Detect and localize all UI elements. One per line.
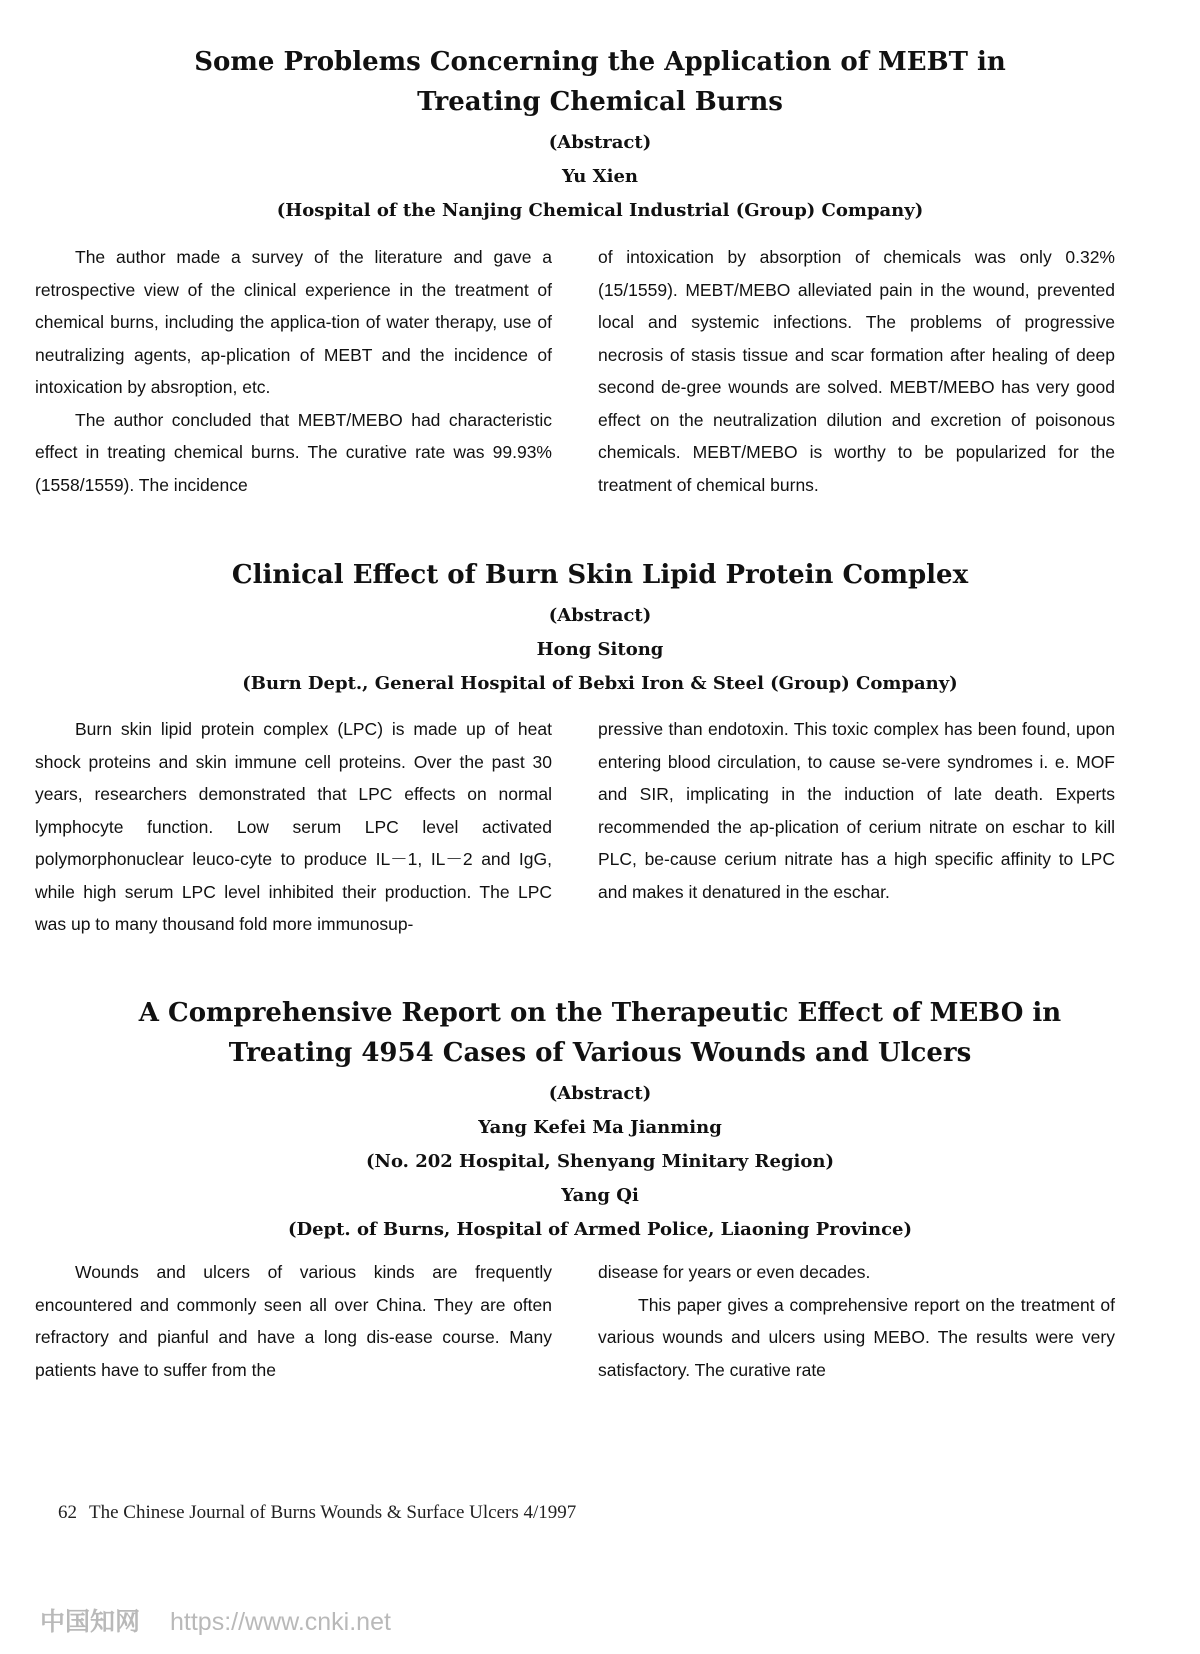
article-3-header (0, 993, 1200, 1243)
left-column (35, 241, 552, 501)
paragraph: Wounds and ulcers of various kinds are frequently encountered and commonly seen all over China. They are often refractory and pianful and have a long dis-ease course. Many patients have to suffer from the (35, 1262, 552, 1380)
left-column (35, 713, 552, 941)
paragraph: This paper gives a comprehensive report on the treatment of various wounds and ulcers using MEBO. The results were very satisfactory. The curative rate (598, 1294, 1115, 1380)
cnki-watermark (40, 1602, 391, 1638)
article-3-author: Yang Qi (561, 1185, 639, 1206)
paragraph: of intoxication by absorption of chemicals was only 0.32% (15/1559). MEBT/MEBO alleviated pain in the wound, prevented local and systemic infections. The problems of progressive necrosis of stasis tissue and scar formation after healing of deep second de-gree wounds are solved. MEBT/MEBO has very good effect on the neutralization dilution and excretion of poisonous chemicals. MEBT/MEBO is worthy to be popularized for the treatment of chemical burns. (598, 247, 1115, 495)
article-3-label: (Abstract) (548, 1083, 652, 1104)
paragraph: pressive than endotoxin. This toxic complex has been found, upon entering blood circulation, to cause se-vere syndromes i. e. MOF and SIR, implicating in the induction of late death. Experts recommended the ap-plication of cerium nitrate on eschar to kill PLC, be-cause cerium nitrate has a high specific affinity to LPC and makes it denatured in the eschar. (598, 719, 1115, 902)
watermark-brand: 中国知网 (40, 1608, 141, 1636)
article-2-affiliation: (Burn Dept., General Hospital of Bebxi Iron & Steel (Group) Company) (242, 673, 958, 694)
title-line: Some Problems Concerning the Application of MEBT in (194, 47, 1006, 77)
title-line: A Comprehensive Report on the Therapeutic Effect of MEBO in (138, 998, 1062, 1028)
article-1-title (0, 42, 1200, 122)
page-footer (58, 1502, 576, 1524)
paragraph: The author concluded that MEBT/MEBO had characteristic effect in treating chemical burns. The curative rate was 99.93%(1558/1559). The incidence (35, 409, 552, 495)
article-3-body (35, 1256, 1115, 1386)
article-1-header (0, 42, 1200, 224)
article-1-affiliation: (Hospital of the Nanjing Chemical Industrial (Group) Company) (276, 200, 924, 221)
article-2-author: Hong Sitong (536, 639, 664, 660)
journal-citation: The Chinese Journal of Burns Wounds & Surface Ulcers 4/1997 (89, 1502, 577, 1523)
right-column (598, 713, 1115, 941)
watermark-url: https://www.cnki.net (170, 1608, 391, 1636)
article-1-body (35, 241, 1115, 501)
paragraph: The author made a survey of the literature and gave a retrospective view of the clinical experience in the treatment of chemical burns, including the applica-tion of water therapy, use of neutralizing agents, ap-plication of MEBT and the incidence of intoxication by absroption, etc. (35, 247, 552, 397)
right-column (598, 241, 1115, 501)
article-2-title (0, 555, 1200, 595)
article-1-label: (Abstract) (548, 132, 652, 153)
title-line: Treating Chemical Burns (417, 87, 783, 117)
article-2-header (0, 555, 1200, 697)
article-3-author: Yang Kefei Ma Jianming (478, 1117, 722, 1138)
article-3-title (0, 993, 1200, 1073)
article-3-affiliation: (No. 202 Hospital, Shenyang Minitary Region) (366, 1151, 834, 1172)
right-column (598, 1256, 1115, 1386)
article-2-label: (Abstract) (548, 605, 652, 626)
title-line: Clinical Effect of Burn Skin Lipid Protein Complex (231, 560, 969, 590)
article-1-author: Yu Xien (562, 166, 638, 187)
article-2-body (35, 713, 1115, 941)
article-3-affiliation: (Dept. of Burns, Hospital of Armed Police, Liaoning Province) (287, 1219, 913, 1240)
paragraph: disease for years or even decades. (598, 1262, 871, 1282)
left-column (35, 1256, 552, 1386)
paragraph: Burn skin lipid protein complex (LPC) is made up of heat shock proteins and skin immune cell proteins. Over the past 30 years, researchers demonstrated that LPC effects on normal lymphocyte function. Low serum LPC level activated polymorphonuclear leuco-cyte to produce IL－1, IL－2 and IgG, while high serum LPC level inhibited their production. The LPC was up to many thousand fold more immunosup- (35, 719, 552, 934)
title-line: Treating 4954 Cases of Various Wounds and Ulcers (228, 1038, 972, 1068)
page-number: 62 (58, 1502, 77, 1523)
